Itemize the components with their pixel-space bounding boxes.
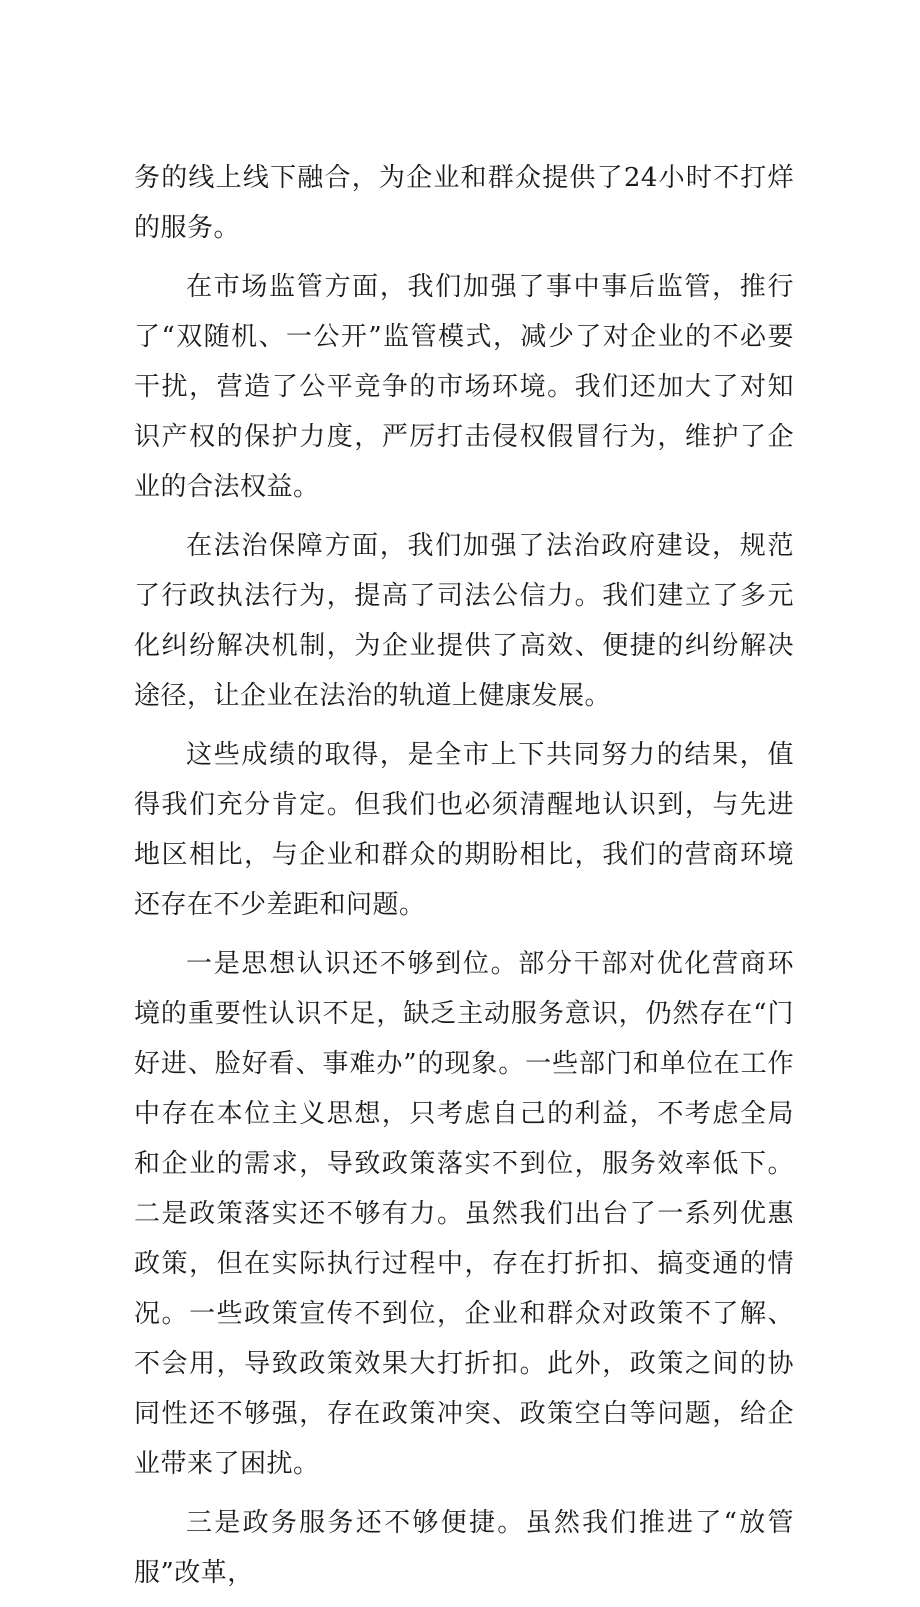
paragraph-1: 务的线上线下融合，为企业和群众提供了24小时不打烊的服务。 <box>134 163 794 243</box>
paragraph-5: 一是思想认识还不够到位。部分干部对优化营商环境的重要性认识不足，缺乏主动服务意识，仍然存在“门好进、脸好看、事难办”的现象。一些部门和单位在工作中存在本位主义思想，只考虑自己的利益，不考虑全局和企业的需求，导致政策落实不到位，服务效率低下。二是政策落实还不够有力。虽然我们出台了一系列优惠政策，但在实际执行过程中，存在打折扣、搞变通的情况。一些政策宣传不到位，企业和群众对政策不了解、不会用，导致政策效果大打折扣。此外，政策之间的协同性还不够强，存在政策冲突、政策空白等问题，给企业带来了困扰。 <box>134 949 794 1479</box>
paragraph-4: 这些成绩的取得，是全市上下共同努力的结果，值得我们充分肯定。但我们也必须清醒地认识到，与先进地区相比，与企业和群众的期盼相比，我们的营商环境还存在不少差距和问题。 <box>134 740 794 920</box>
paragraph-2: 在市场监管方面，我们加强了事中事后监管，推行了“双随机、一公开”监管模式，减少了对企业的不必要干扰，营造了公平竞争的市场环境。我们还加大了对知识产权的保护力度，严厉打击侵权假冒行为，维护了企业的合法权益。 <box>134 272 794 502</box>
paragraph-6: 三是政务服务还不够便捷。虽然我们推进了“放管服”改革， <box>134 1508 794 1588</box>
document-body <box>134 153 794 1607</box>
paragraph-3: 在法治保障方面，我们加强了法治政府建设，规范了行政执法行为，提高了司法公信力。我们建立了多元化纠纷解决机制，为企业提供了高效、便捷的纠纷解决途径，让企业在法治的轨道上健康发展。 <box>134 531 794 711</box>
